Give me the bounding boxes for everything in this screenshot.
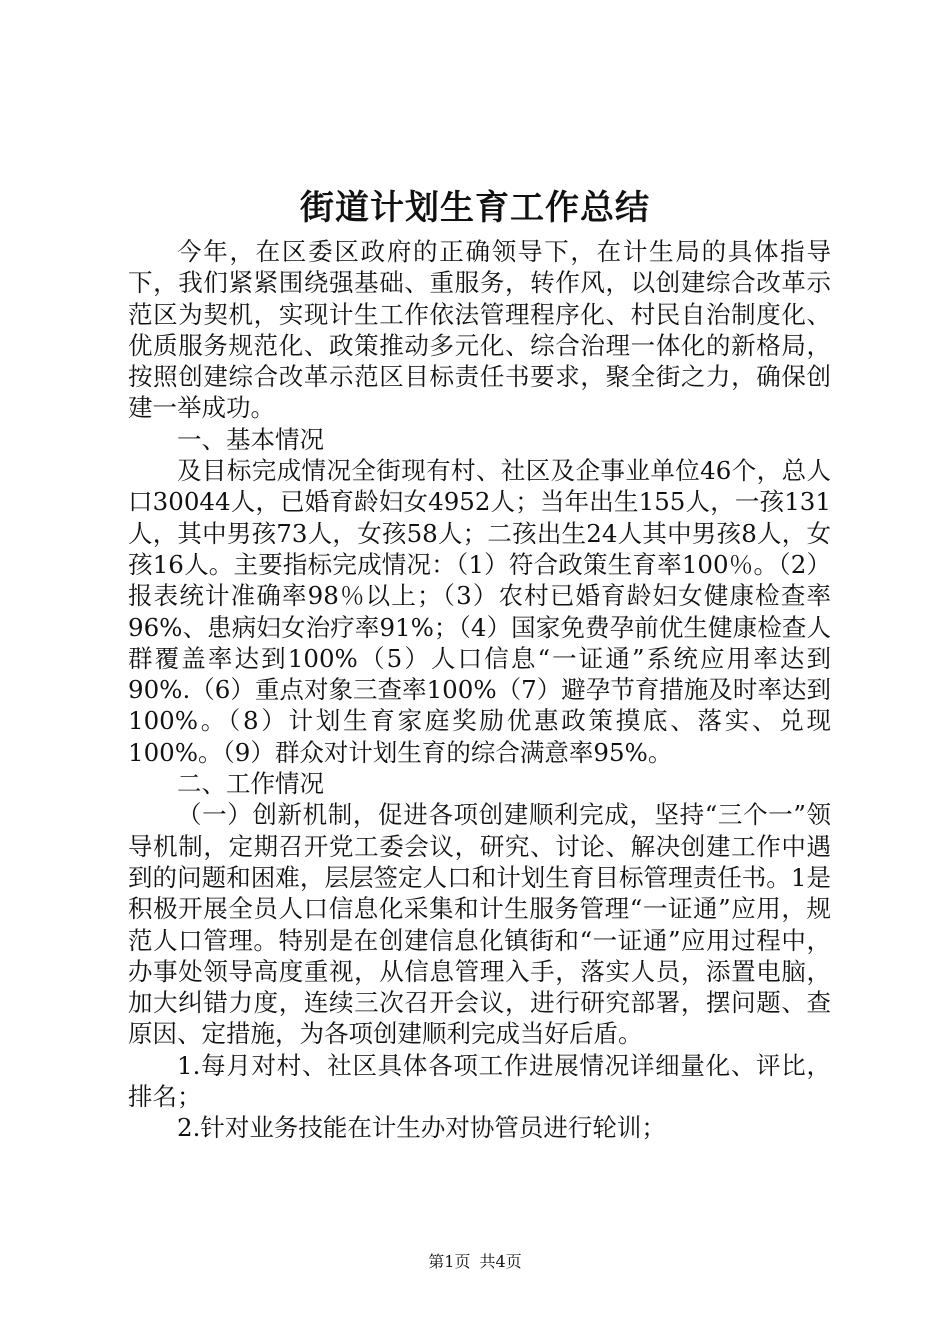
document-body bbox=[128, 236, 831, 1144]
list-item-2: 2.针对业务技能在计生办对协管员进行轮训； bbox=[177, 1113, 666, 1143]
page-total: 共4页 bbox=[479, 1252, 522, 1271]
basic-situation-paragraph: 及目标完成情况全街现有村、社区及企事业单位46个，总人口30044人，已婚育龄妇女4952人；当年出生155人，一孩131人，其中男孩73人，女孩58人；二孩出生24人其中男孩8人，女孩16人。主要指标完成情况：（1）符合政策生育率100％。（2）报表统计准确率98％以上；（3）农村已婚育龄妇女健康检查率96%、患病妇女治疗率91%；（4）国家免费孕前优生健康检查人群覆盖率达到100%（5）人口信息“一证通”系统应用率达到90%.（6）重点对象三查率100%（7）避孕节育措施及时率达到100%。（8）计划生育家庭奖励优惠政策摸底、落实、兑现100%。（9）群众对计划生育的综合满意率95%。 bbox=[128, 456, 831, 767]
page-number: 第1页 bbox=[428, 1252, 471, 1271]
document-title: 街道计划生育工作总结 bbox=[300, 188, 650, 228]
section-heading-basic: 一、基本情况 bbox=[177, 424, 324, 454]
intro-paragraph: 今年，在区委区政府的正确领导下，在计生局的具体指导下，我们紧紧围绕强基础、重服务，转作风，以创建综合改革示范区为契机，实现计生工作依法管理程序化、村民自治制度化、优质服务规范化、政策推动多元化、综合治理一体化的新格局，按照创建综合改革示范区目标责任书要求，聚全街之力，确保创建一举成功。 bbox=[128, 237, 831, 423]
page-footer bbox=[0, 1252, 950, 1272]
work-paragraph-1: （一）创新机制，促进各项创建顺利完成，坚持“三个一”领导机制，定期召开党工委会议，研究、讨论、解决创建工作中遇到的问题和困难，层层签定人口和计划生育目标管理责任书。1是积极开展全员人口信息化采集和计生服务管理“一证通”应用，规范人口管理。特别是在创建信息化镇街和“一证通”应用过程中，办事处领导高度重视，从信息管理入手，落实人员，添置电脑，加大纠错力度，连续三次召开会议，进行研究部署，摆问题、查原因、定措施，为各项创建顺利完成当好后盾。 bbox=[128, 800, 831, 1049]
list-item-1: 1.每月对村、社区具体各项工作进展情况详细量化、评比，排名； bbox=[128, 1050, 831, 1112]
section-heading-work: 二、工作情况 bbox=[177, 769, 324, 799]
